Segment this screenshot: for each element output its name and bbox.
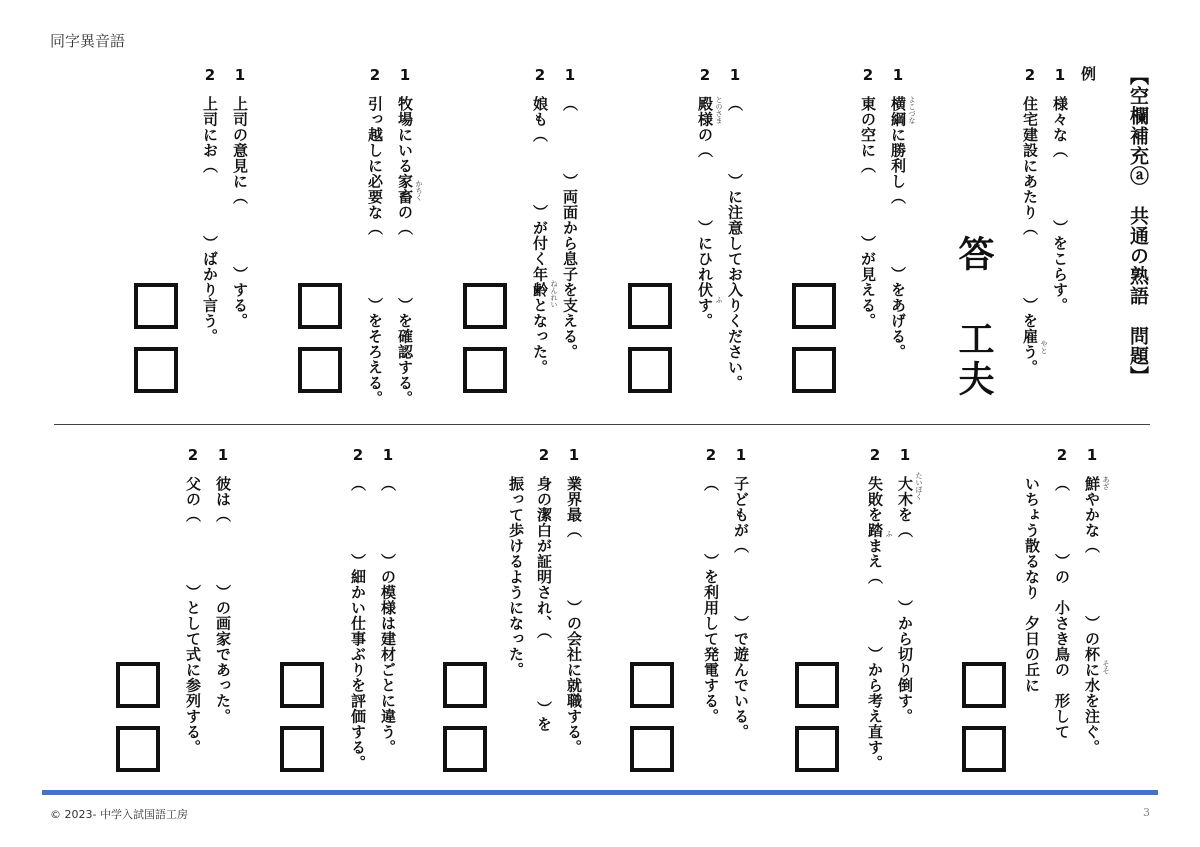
page-number: 3	[1143, 806, 1150, 819]
b4-num-1: 1	[565, 446, 583, 465]
b5-sentence-1: （ ）の模様は建材ごとに違う。	[379, 476, 397, 755]
q4-sentence-2: 引っ越しに必要な（ ）をそろえる。	[366, 96, 384, 406]
example-sentence-2: 住宅建設にあたり（ ）を雇う。	[1021, 96, 1039, 375]
answer-box-b2-a[interactable]	[795, 662, 839, 708]
ruby-nenrei: ねんれい	[550, 280, 558, 308]
b4-sentence-1: 業界最（ ）の会社に就職する。	[565, 476, 583, 755]
answer-box-q4-b[interactable]	[298, 347, 342, 393]
answer-box-b5-b[interactable]	[280, 726, 324, 772]
ruby-fu2: ふ	[885, 530, 893, 537]
answer-box-q4-a[interactable]	[298, 283, 342, 329]
b1-num-2: 2	[1053, 446, 1071, 465]
b2-sentence-1: 大木を（ ）から切り倒す。	[896, 476, 914, 724]
b5-num-2: 2	[349, 446, 367, 465]
answer-box-b1-a[interactable]	[962, 662, 1006, 708]
footer-rule	[42, 790, 1158, 795]
q1-num-2: 2	[859, 66, 877, 85]
q3-sentence-2: 娘も（ ）が付く年齢となった。	[531, 96, 549, 375]
answer-box-q1-a[interactable]	[792, 283, 836, 329]
ruby-fu: ふ	[715, 296, 723, 303]
b3-sentence-2: （ ）を利用して発電する。	[702, 476, 720, 724]
example-num-1: 1	[1051, 66, 1069, 85]
q4-num-2: 2	[366, 66, 384, 85]
q2-num-2: 2	[696, 66, 714, 85]
b6-num-1: 1	[214, 446, 232, 465]
ruby-kachiku: かちく	[415, 180, 423, 201]
header-label: 同字異音語	[50, 32, 126, 50]
b1-sentence-1: 鮮やかな（ ）の杯に水を注ぐ。	[1083, 476, 1101, 755]
q2-num-1: 1	[726, 66, 744, 85]
answer-box-q3-a[interactable]	[463, 283, 507, 329]
answer-box-q5-b[interactable]	[134, 347, 178, 393]
b6-num-2: 2	[184, 446, 202, 465]
ruby-sosogu: そそ	[1102, 660, 1110, 674]
b2-num-2: 2	[866, 446, 884, 465]
answer-box-b1-b[interactable]	[962, 726, 1006, 772]
b2-sentence-2: 失敗を踏まえ（ ）から考え直す。	[866, 476, 884, 771]
q3-sentence-1: （ ）両面から息子を支える。	[561, 96, 579, 360]
q5-sentence-2: 上司にお（ ）ばかり言う。	[201, 96, 219, 344]
answer-box-b4-a[interactable]	[443, 662, 487, 708]
answer-box-q3-b[interactable]	[463, 347, 507, 393]
q3-num-2: 2	[531, 66, 549, 85]
b4-sentence-2: 身の潔白が証明され、（ ）を	[535, 476, 553, 732]
answer-box-q2-b[interactable]	[628, 347, 672, 393]
b5-sentence-2: （ ）細かい仕事ぶりを評価する。	[349, 476, 367, 771]
example-sentence-1: 様々な（ ）をこらす。	[1051, 96, 1069, 313]
copyright: © 2023- 中学入試国語工房	[50, 808, 188, 821]
ruby-aza: あざ	[1102, 476, 1110, 490]
q2-sentence-2: 殿様の（ ）にひれ伏す。	[696, 96, 714, 329]
ruby-taiboku: たいぼく	[915, 472, 923, 500]
b2-num-1: 1	[896, 446, 914, 465]
answer-box-b4-b[interactable]	[443, 726, 487, 772]
b3-num-1: 1	[732, 446, 750, 465]
answer-box-b3-a[interactable]	[630, 662, 674, 708]
b3-num-2: 2	[702, 446, 720, 465]
b1-num-1: 1	[1083, 446, 1101, 465]
answer-box-b6-a[interactable]	[116, 662, 160, 708]
q5-sentence-1: 上司の意見に（ ）する。	[231, 96, 249, 329]
example-answer-label: 答	[953, 235, 994, 273]
ruby-yatou: やと	[1040, 340, 1048, 354]
b4-sentence-2-cont: 振って歩けるようになった。	[507, 476, 525, 678]
answer-box-q1-b[interactable]	[792, 347, 836, 393]
q5-num-1: 1	[231, 66, 249, 85]
answer-box-q2-a[interactable]	[628, 283, 672, 329]
q2-sentence-1: （ ）に注意してお入りください。	[726, 96, 744, 391]
section-divider	[54, 424, 1150, 425]
b4-num-2: 2	[535, 446, 553, 465]
example-label: 例	[1079, 66, 1097, 82]
answer-box-b2-b[interactable]	[795, 726, 839, 772]
q1-sentence-1: 横綱に勝利し（ ）をあげる。	[889, 96, 907, 360]
answer-box-b3-b[interactable]	[630, 726, 674, 772]
b5-num-1: 1	[379, 446, 397, 465]
example-answer: 工夫	[953, 320, 994, 400]
ruby-yokozuna: よこづな	[908, 96, 916, 124]
ruby-tonosama: とのさま	[715, 96, 723, 124]
q5-num-2: 2	[201, 66, 219, 85]
q4-sentence-1: 牧場にいる家畜の（ ）を確認する。	[396, 96, 414, 406]
b6-sentence-2: 父の（ ）として式に参列する。	[184, 476, 202, 755]
q1-sentence-2: 東の空に（ ）が見える。	[859, 96, 877, 329]
b1-sentence-2: （ ）の 小さき鳥の 形して	[1053, 476, 1071, 740]
worksheet-title: 【空欄補充ⓐ 共通の熟語 問題】	[1127, 66, 1149, 386]
b1-sentence-2-cont: いちょう散るなり 夕日の丘に	[1023, 476, 1041, 693]
q4-num-1: 1	[396, 66, 414, 85]
q1-num-1: 1	[889, 66, 907, 85]
answer-box-b5-a[interactable]	[280, 662, 324, 708]
q3-num-1: 1	[561, 66, 579, 85]
answer-box-b6-b[interactable]	[116, 726, 160, 772]
example-num-2: 2	[1021, 66, 1039, 85]
answer-box-q5-a[interactable]	[134, 283, 178, 329]
b3-sentence-1: 子どもが（ ）で遊んでいる。	[732, 476, 750, 740]
b6-sentence-1: 彼は（ ）の画家であった。	[214, 476, 232, 724]
